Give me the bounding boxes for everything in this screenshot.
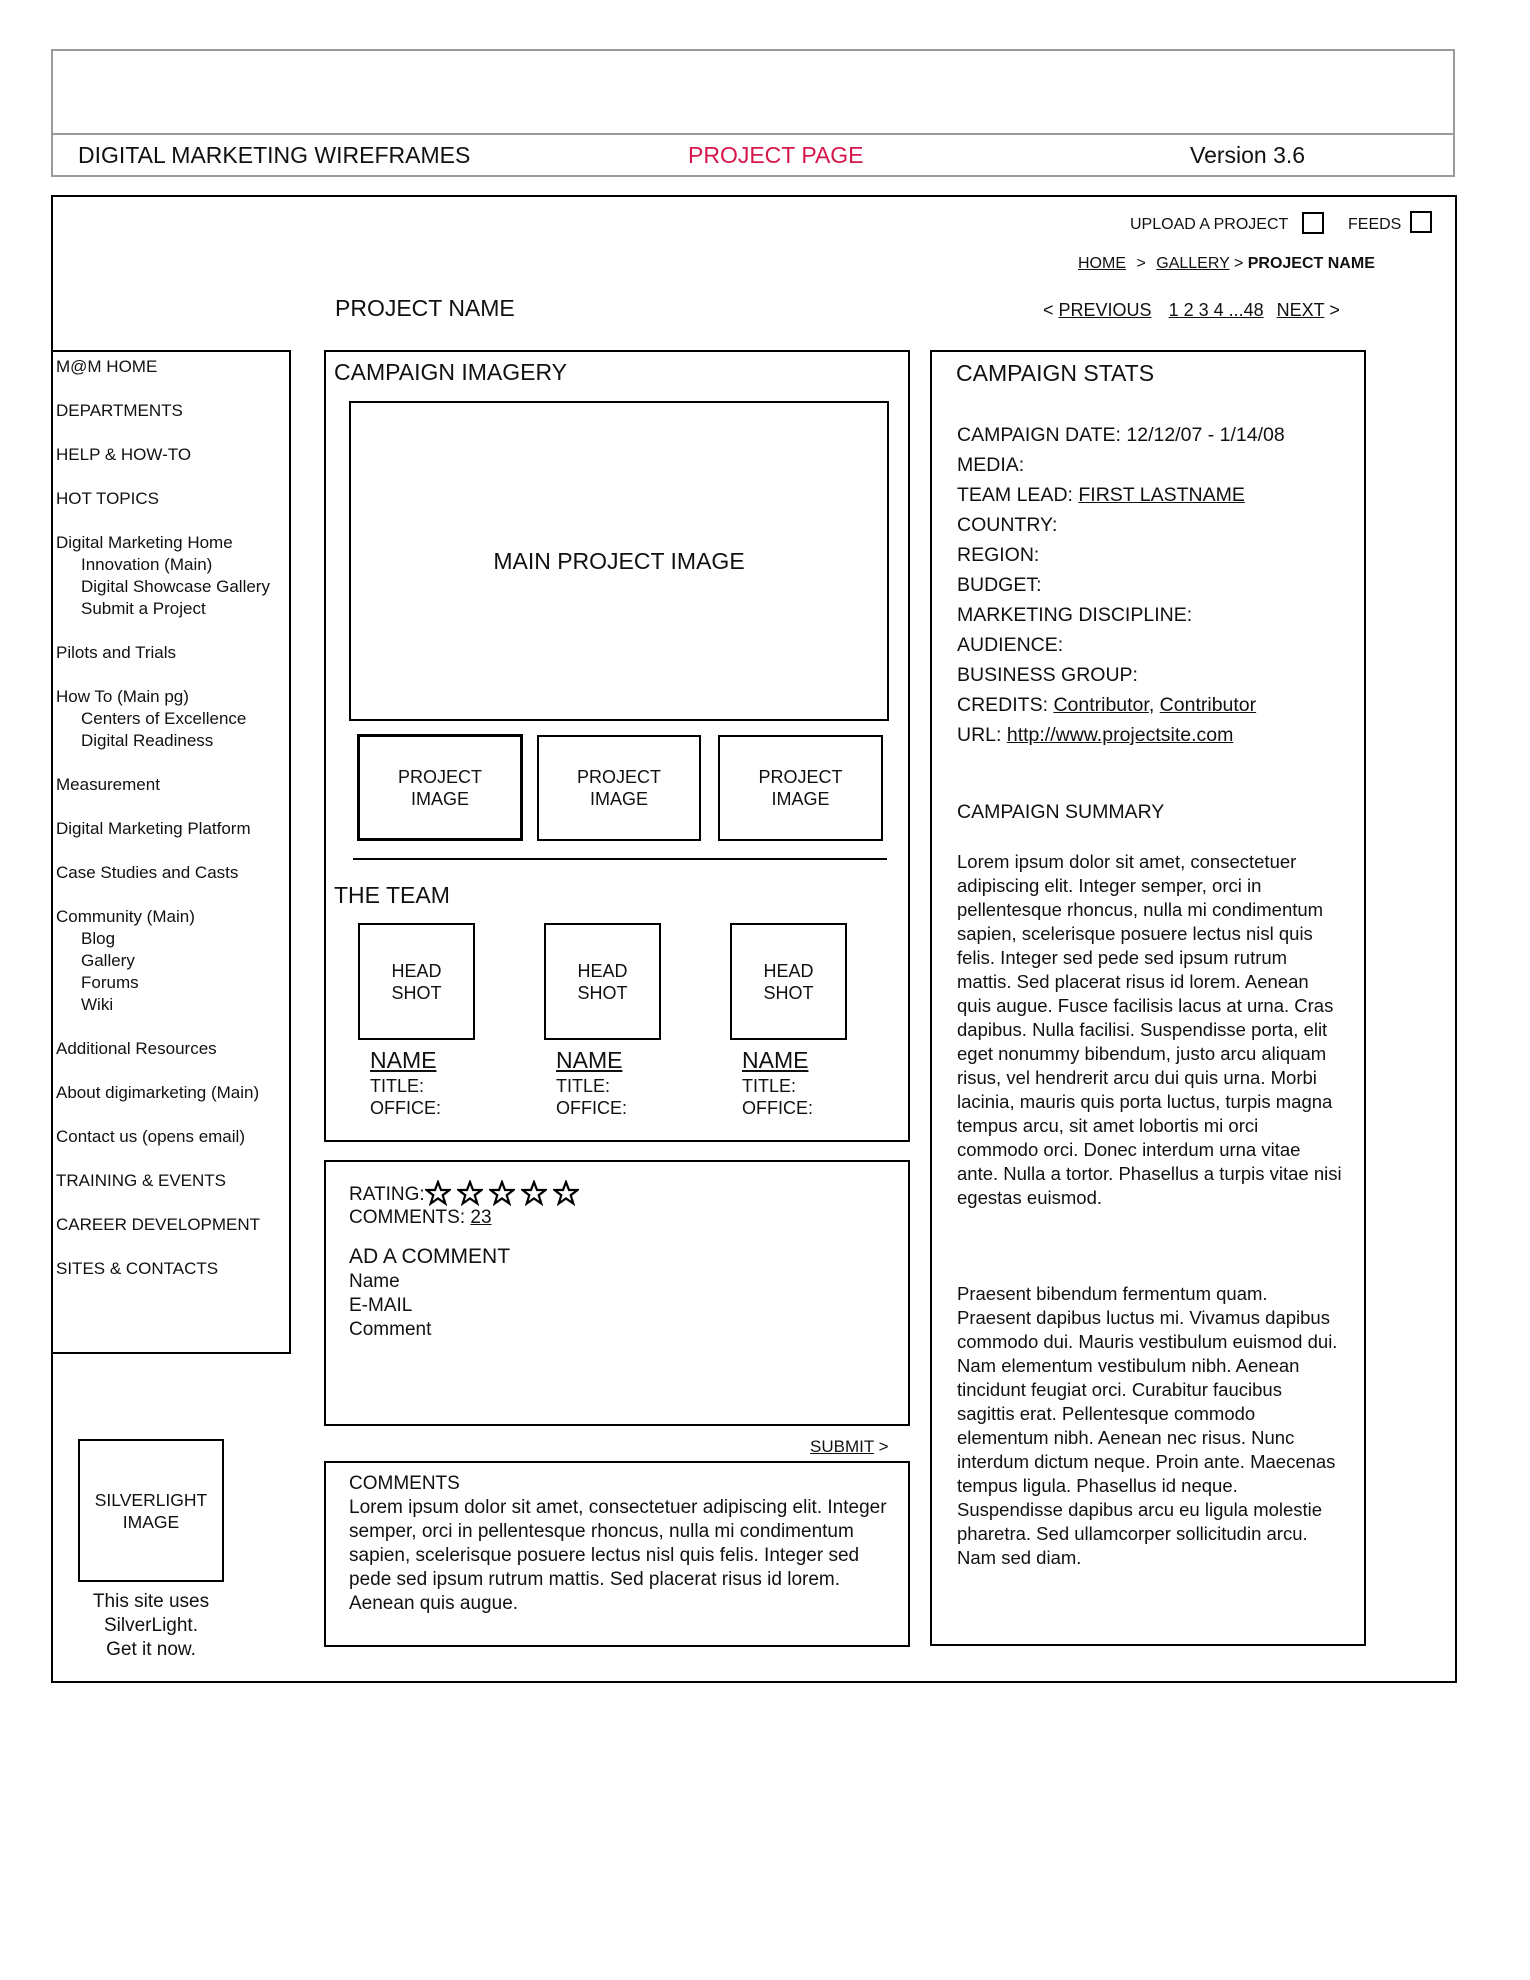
upload-project-link[interactable] bbox=[1130, 213, 1288, 237]
nav-item-gallery[interactable]: Gallery bbox=[81, 951, 135, 970]
project-image-thumb-3[interactable] bbox=[718, 735, 883, 841]
credit-contributor-link[interactable]: Contributor bbox=[1159, 694, 1257, 716]
nav-item-digital-marketing-home[interactable]: Digital Marketing Home bbox=[56, 533, 233, 552]
nav-item-contact[interactable]: Contact us (opens email) bbox=[56, 1127, 245, 1146]
nav-item-sites-contacts[interactable]: SITES & CONTACTS bbox=[56, 1259, 219, 1278]
breadcrumb-separator: > bbox=[1233, 255, 1244, 272]
headshot-label: HEAD SHOT bbox=[391, 960, 442, 1003]
nav-item-career-development[interactable]: CAREER DEVELOPMENT bbox=[56, 1215, 261, 1234]
team-member-title: TITLE: bbox=[370, 1076, 425, 1096]
main-project-image-label: MAIN PROJECT IMAGE bbox=[493, 547, 745, 574]
nav-item-digital-readiness[interactable]: Digital Readiness bbox=[81, 731, 214, 750]
project-url-link[interactable]: http://www.projectsite.com bbox=[1006, 724, 1234, 746]
nav-item-innovation[interactable]: Innovation (Main) bbox=[81, 555, 213, 574]
pagination bbox=[1043, 297, 1340, 323]
nav-item-showcase-gallery[interactable]: Digital Showcase Gallery bbox=[81, 577, 270, 596]
breadcrumb bbox=[1078, 252, 1375, 276]
previous-link[interactable]: PREVIOUS bbox=[1058, 300, 1152, 320]
headshot-1[interactable] bbox=[358, 923, 475, 1040]
silverlight-line-1: This site uses bbox=[92, 1591, 210, 1612]
nav-item-measurement[interactable]: Measurement bbox=[56, 775, 160, 794]
rating-star-icon[interactable] bbox=[457, 1180, 483, 1206]
nav-item-centers-excellence[interactable]: Centers of Excellence bbox=[81, 709, 247, 728]
nav-item-additional-resources[interactable]: Additional Resources bbox=[56, 1039, 217, 1058]
next-link[interactable]: NEXT bbox=[1276, 300, 1325, 320]
team-member-name[interactable]: NAME bbox=[556, 1047, 623, 1073]
breadcrumb-home[interactable]: HOME bbox=[1078, 255, 1126, 272]
stat-team-lead bbox=[957, 480, 1245, 510]
rating-star-icon[interactable] bbox=[553, 1180, 579, 1206]
submit-arrow: > bbox=[878, 1437, 889, 1456]
nav-item-community[interactable]: Community (Main) bbox=[56, 907, 195, 926]
campaign-imagery-title: CAMPAIGN IMAGERY bbox=[334, 359, 568, 385]
add-comment-title: AD A COMMENT bbox=[349, 1245, 511, 1268]
comments-title: COMMENTS bbox=[349, 1473, 460, 1494]
breadcrumb-separator: > bbox=[1136, 255, 1146, 272]
campaign-summary-paragraph-2: Praesent bibendum fermentum quam. Praesent dapibus luctus mi. Vivamus dapibus commodo dui. Mauris vestibulum euismod dui. Nam elementum vestibulum nibh. Aenean tincidunt feugiat orci. Curabitur faucibus sagittis erat. Pellentesque commodo elementum nibh. Aenean nec risus. Nunc interdum dictum neque. Proin ante. Maecenas tempus ligula. Phasellus id neque. Suspendisse dapibus arcu eu ligula molestie pharetra. Sed ullamcorper sollicitudin arcu. Nam sed diam. bbox=[957, 1283, 1338, 1568]
headshot-2[interactable] bbox=[544, 923, 661, 1040]
stat-campaign-date: CAMPAIGN DATE: 12/12/07 - 1/14/08 bbox=[957, 424, 1285, 446]
page-type-label: PROJECT PAGE bbox=[688, 142, 864, 168]
breadcrumb-gallery[interactable]: GALLERY bbox=[1156, 255, 1230, 272]
silverlight-notice[interactable] bbox=[62, 1590, 240, 1662]
team-member-title: TITLE: bbox=[742, 1076, 797, 1096]
nav-item-help-how-to[interactable]: HELP & HOW-TO bbox=[56, 445, 192, 464]
left-navigation bbox=[51, 350, 291, 1354]
campaign-summary-title: CAMPAIGN SUMMARY bbox=[957, 801, 1165, 823]
rating-row bbox=[349, 1180, 585, 1208]
stat-credits-label: CREDITS: bbox=[957, 694, 1049, 716]
campaign-summary-paragraph-1: Lorem ipsum dolor sit amet, consectetuer adipiscing elit. Integer semper, orci in pellentesque rhoncus, nulla mi condimentum sapien, scelerisque posuere lectus nisl quis felis. Integer sed pede sed ipsum rutrum mattis. Sed placerat risus id lorem. Aenean quis augue. Fusce facilisis lacus at urna. Cras dapibus. Nulla facilisi. Suspendisse porta, elit eget nonummy bibendum, justo arcu aliquam risus, vel hendrerit arcu dui quis urna. Morbi lacinia, mauris quis porta luctus, turpis magna tempus arcu, sit amet lobortis mi orci commodo orci. Donec interdum urna vitae ante. Nulla a tortor. Phasellus a turpis vitae nisi egestas euismod. bbox=[957, 851, 1342, 1208]
section-divider bbox=[353, 858, 887, 860]
stat-audience: AUDIENCE: bbox=[957, 634, 1064, 656]
stat-budget: BUDGET: bbox=[957, 574, 1042, 596]
nav-item-wiki[interactable]: Wiki bbox=[81, 995, 114, 1014]
comment-text-field[interactable]: Comment bbox=[349, 1319, 432, 1340]
credit-contributor-link[interactable]: Contributor bbox=[1053, 694, 1149, 716]
project-image-label: PROJECT IMAGE bbox=[758, 767, 843, 809]
team-member-title: TITLE: bbox=[556, 1076, 611, 1096]
submit-button[interactable] bbox=[810, 1435, 889, 1459]
silverlight-image[interactable] bbox=[78, 1439, 224, 1582]
next-arrow: > bbox=[1329, 300, 1340, 320]
nav-item-hot-topics[interactable]: HOT TOPICS bbox=[56, 489, 159, 508]
stat-team-lead-label: TEAM LEAD: bbox=[957, 484, 1073, 506]
headshot-label: HEAD SHOT bbox=[763, 960, 814, 1003]
comments-count-label: COMMENTS: bbox=[349, 1207, 466, 1228]
rating-star-icon[interactable] bbox=[489, 1180, 515, 1206]
nav-item-departments[interactable]: DEPARTMENTS bbox=[56, 401, 183, 420]
comment-email-field[interactable]: E-MAIL bbox=[349, 1295, 413, 1316]
stat-marketing-discipline: MARKETING DISCIPLINE: bbox=[957, 604, 1193, 626]
comments-count-link[interactable]: 23 bbox=[470, 1207, 492, 1228]
nav-item-case-studies[interactable]: Case Studies and Casts bbox=[56, 863, 239, 882]
nav-item-forums[interactable]: Forums bbox=[81, 973, 139, 992]
feeds-checkbox[interactable] bbox=[1410, 211, 1432, 233]
team-member-3 bbox=[742, 1045, 813, 1119]
nav-item-submit-project[interactable]: Submit a Project bbox=[81, 599, 206, 618]
team-member-1 bbox=[370, 1045, 441, 1119]
campaign-stats-title: CAMPAIGN STATS bbox=[956, 360, 1155, 386]
upload-project-checkbox[interactable] bbox=[1302, 212, 1324, 234]
nav-item-about[interactable]: About digimarketing (Main) bbox=[56, 1083, 260, 1102]
silverlight-line-3: Get it now. bbox=[106, 1639, 196, 1660]
rating-label: RATING: bbox=[349, 1184, 425, 1205]
silverlight-image-label: SILVERLIGHT IMAGE bbox=[94, 1489, 208, 1532]
nav-item-mm-home[interactable]: M@M HOME bbox=[56, 357, 158, 376]
page-title: PROJECT NAME bbox=[335, 295, 515, 321]
team-member-office: OFFICE: bbox=[742, 1098, 813, 1118]
team-member-name[interactable]: NAME bbox=[742, 1047, 809, 1073]
version-label: Version 3.6 bbox=[1190, 142, 1306, 168]
nav-item-blog[interactable]: Blog bbox=[81, 929, 116, 948]
comment-name-field[interactable]: Name bbox=[349, 1271, 400, 1292]
team-member-office: OFFICE: bbox=[370, 1098, 441, 1118]
nav-item-pilots-trials[interactable]: Pilots and Trials bbox=[56, 643, 176, 662]
credit-separator: , bbox=[1148, 694, 1155, 716]
comment-text: Lorem ipsum dolor sit amet, consectetuer adipiscing elit. Integer semper, orci in pellentesque rhoncus, nulla mi condimentum sapien, scelerisque posuere lectus nisl quis felis. Integer sed pede sed ipsum rutrum mattis. Sed placerat risus id lorem. Aenean quis augue. bbox=[349, 1497, 887, 1614]
project-image-label: PROJECT IMAGE bbox=[576, 767, 661, 809]
main-project-image[interactable] bbox=[349, 401, 889, 721]
team-title: THE TEAM bbox=[334, 882, 450, 908]
submit-label: SUBMIT bbox=[810, 1437, 874, 1456]
team-lead-link[interactable]: FIRST LASTNAME bbox=[1078, 484, 1245, 506]
nav-item-marketing-platform[interactable]: Digital Marketing Platform bbox=[56, 819, 251, 838]
stat-media: MEDIA: bbox=[957, 454, 1025, 476]
comments-count-row bbox=[349, 1205, 492, 1231]
headshot-label: HEAD SHOT bbox=[577, 960, 628, 1003]
rating-star-icon[interactable] bbox=[521, 1180, 547, 1206]
nav-item-how-to[interactable]: How To (Main pg) bbox=[56, 687, 189, 706]
upload-project-label: UPLOAD A PROJECT bbox=[1130, 216, 1289, 233]
project-image-thumb-2[interactable] bbox=[537, 735, 701, 841]
feeds-link[interactable] bbox=[1348, 213, 1401, 237]
stat-url bbox=[957, 720, 1233, 750]
stat-business-group: BUSINESS GROUP: bbox=[957, 664, 1138, 686]
rating-stars[interactable] bbox=[425, 1184, 585, 1205]
headshot-3[interactable] bbox=[730, 923, 847, 1040]
project-image-thumb-1[interactable] bbox=[357, 734, 523, 841]
header-divider bbox=[51, 133, 1455, 135]
project-image-label: PROJECT IMAGE bbox=[397, 766, 482, 809]
stat-credits bbox=[957, 690, 1256, 720]
silverlight-line-2: SilverLight. bbox=[104, 1615, 198, 1636]
stat-country: COUNTRY: bbox=[957, 514, 1058, 536]
breadcrumb-current: PROJECT NAME bbox=[1247, 255, 1375, 272]
document-title: DIGITAL MARKETING WIREFRAMES bbox=[78, 142, 471, 168]
team-member-name[interactable]: NAME bbox=[370, 1047, 437, 1073]
stat-url-label: URL: bbox=[957, 724, 1002, 746]
nav-item-training-events[interactable]: TRAINING & EVENTS bbox=[56, 1171, 227, 1190]
feeds-label: FEEDS bbox=[1348, 216, 1402, 233]
rating-star-icon[interactable] bbox=[425, 1180, 451, 1206]
stat-region: REGION: bbox=[957, 544, 1040, 566]
team-member-2 bbox=[556, 1045, 627, 1119]
previous-arrow: < bbox=[1043, 300, 1054, 320]
page-numbers[interactable]: 1 2 3 4 ...48 bbox=[1168, 300, 1264, 320]
team-member-office: OFFICE: bbox=[556, 1098, 627, 1118]
